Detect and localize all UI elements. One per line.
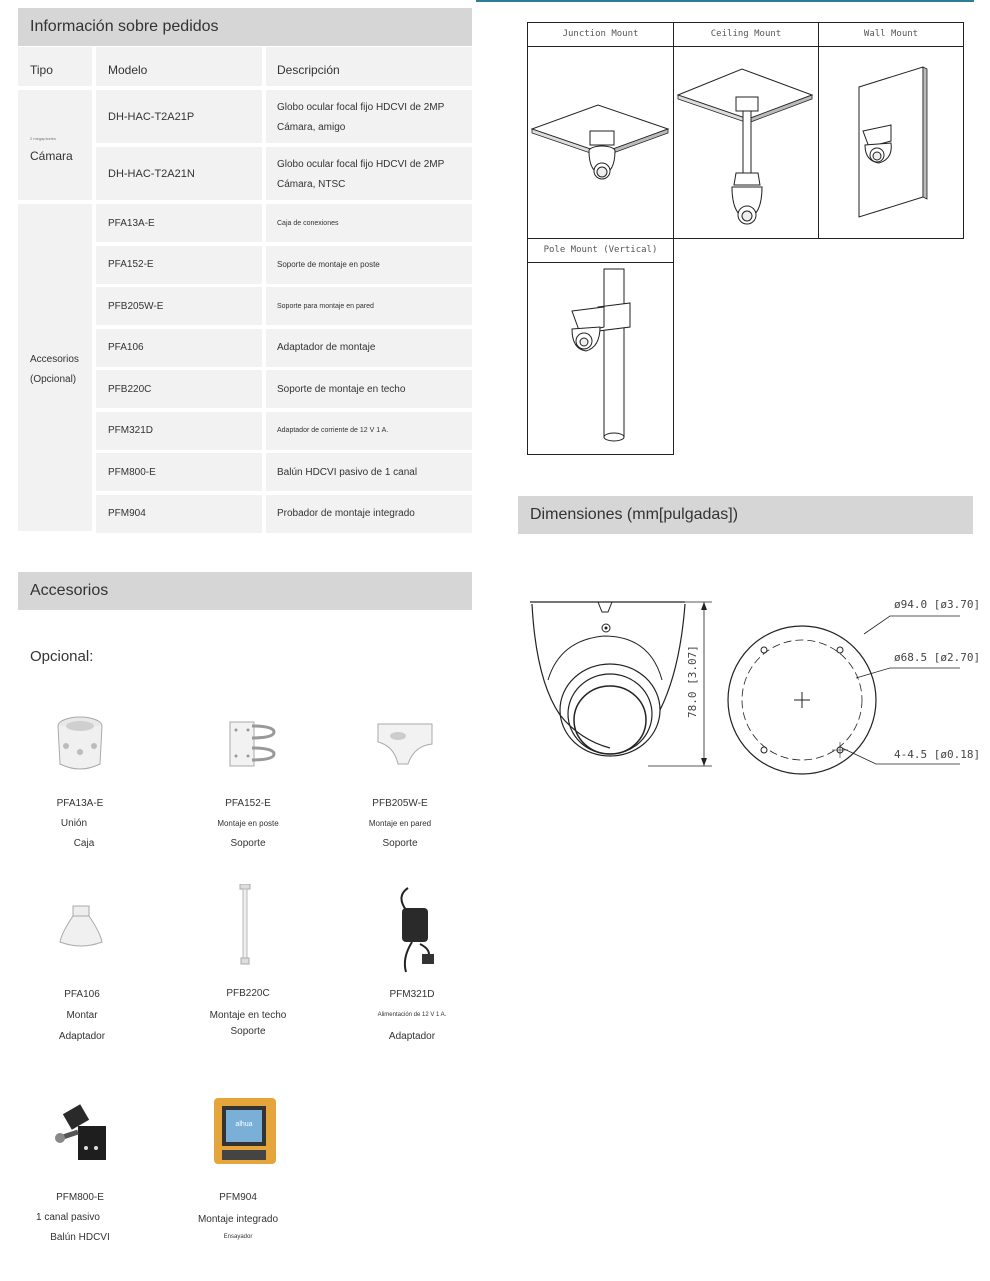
accessory-caption: PFA152-E Montaje en poste Soporte bbox=[217, 798, 279, 849]
camera-type-small: 2 megapíxeles bbox=[30, 136, 57, 141]
model-cell: DH-HAC-T2A21N bbox=[108, 167, 195, 180]
col-type-header: Tipo bbox=[30, 62, 53, 77]
accessory-caption: PFM800-E 1 canal pasivo Balún HDCVI bbox=[36, 1192, 110, 1243]
model-cell: PFA106 bbox=[108, 342, 144, 353]
accessory-caption: PFA13A-E Unión Caja bbox=[56, 798, 104, 849]
wall-mount-title: Wall Mount bbox=[819, 23, 963, 47]
wall-mount-drawing bbox=[819, 47, 963, 237]
wall-bracket-image bbox=[374, 716, 436, 766]
top-accent-line bbox=[476, 0, 974, 2]
accessory-caption: PFB205W-E Montaje en pared Soporte bbox=[368, 798, 432, 849]
desc-cell: Adaptador de montaje bbox=[277, 342, 376, 353]
table-header-row bbox=[18, 47, 472, 86]
junction-box-image bbox=[52, 712, 108, 778]
table-row bbox=[96, 147, 472, 200]
accessory-caption: PFM321D Alimentación de 12 V 1 A. Adaptador bbox=[377, 989, 447, 1042]
model-cell: PFM321D bbox=[108, 425, 154, 436]
table-row bbox=[96, 90, 472, 143]
model-cell: PFM800-E bbox=[108, 466, 156, 478]
accessory-caption: PFA106 Montar Adaptador bbox=[58, 989, 106, 1042]
col-model-header: Modelo bbox=[108, 62, 148, 77]
table-row bbox=[96, 329, 472, 367]
ordering-header: Información sobre pedidos bbox=[18, 8, 472, 46]
model-cell: DH-HAC-T2A21P bbox=[108, 110, 195, 123]
model-cell: PFB205W-E bbox=[108, 300, 164, 312]
pole-bracket-image bbox=[222, 716, 278, 772]
pole-mount-cell bbox=[527, 238, 674, 455]
desc-cell: Soporte para montaje en pared bbox=[277, 302, 374, 310]
pole-mount-title: Pole Mount (Vertical) bbox=[528, 239, 673, 263]
ceiling-mount-cell bbox=[673, 22, 819, 239]
dim-holes-label: 4-4.5 [ø0.18] bbox=[894, 748, 981, 761]
pole-mount-drawing bbox=[528, 263, 673, 453]
model-cell: PFB220C bbox=[108, 383, 152, 395]
model-cell: PFA13A-E bbox=[108, 217, 155, 229]
table-row bbox=[96, 370, 472, 408]
desc-cell: Soporte de montaje en techo bbox=[277, 383, 406, 395]
dimensions-drawing bbox=[520, 590, 980, 800]
dim-height-label: 78.0 [3.07] bbox=[686, 645, 699, 718]
table-row bbox=[96, 495, 472, 533]
desc-cell: Balún HDCVI pasivo de 1 canal bbox=[277, 466, 418, 478]
junction-mount-title: Junction Mount bbox=[528, 23, 673, 47]
ceiling-bracket-image bbox=[238, 884, 252, 966]
ceiling-mount-title: Ceiling Mount bbox=[674, 23, 818, 47]
model-cell: PFM904 bbox=[108, 508, 146, 519]
ceiling-mount-drawing bbox=[674, 47, 818, 237]
balun-image bbox=[50, 1098, 112, 1168]
dim-d2-label: ø68.5 [ø2.70] bbox=[894, 651, 981, 664]
dimensions-header: Dimensiones (mm[pulgadas]) bbox=[518, 496, 973, 534]
tester-screen-logo: alhua bbox=[235, 1121, 253, 1128]
desc-cell: Globo ocular focal fijo HDCVI de 2MP Cámara, NTSC bbox=[277, 159, 445, 190]
wall-mount-cell bbox=[818, 22, 964, 239]
table-row bbox=[96, 246, 472, 284]
table-row bbox=[96, 412, 472, 450]
optional-label: Opcional: bbox=[30, 648, 94, 665]
model-cell: PFA152-E bbox=[108, 259, 154, 270]
table-row bbox=[96, 204, 472, 242]
table-row bbox=[96, 287, 472, 325]
accessory-caption: PFM904 Montaje integrado Ensayador bbox=[197, 1192, 279, 1240]
col-desc-header: Descripción bbox=[277, 62, 340, 77]
camera-type-cell bbox=[18, 90, 92, 200]
camera-type-label: Cámara bbox=[30, 149, 73, 163]
junction-mount-drawing bbox=[528, 47, 673, 237]
junction-mount-cell bbox=[527, 22, 674, 239]
desc-cell: Caja de conexiones bbox=[277, 219, 339, 227]
desc-cell: Probador de montaje integrado bbox=[277, 508, 415, 519]
accessories-type-cell bbox=[18, 204, 92, 531]
tester-image bbox=[212, 1096, 278, 1166]
accessory-caption: PFB220C Montaje en techo Soporte bbox=[209, 988, 287, 1037]
table-row bbox=[96, 453, 472, 491]
desc-cell: Globo ocular focal fijo HDCVI de 2MP Cámara, amigo bbox=[277, 102, 445, 133]
power-adapter-image bbox=[392, 886, 440, 978]
mount-adapter-image bbox=[56, 902, 106, 948]
desc-cell: Soporte de montaje en poste bbox=[277, 260, 380, 269]
dim-d1-label: ø94.0 [ø3.70] bbox=[894, 598, 981, 611]
desc-cell: Adaptador de corriente de 12 V 1 A. bbox=[277, 427, 389, 434]
accessories-header: Accesorios bbox=[18, 572, 472, 610]
accessories-type-label: Accesorios (Opcional) bbox=[30, 354, 79, 385]
